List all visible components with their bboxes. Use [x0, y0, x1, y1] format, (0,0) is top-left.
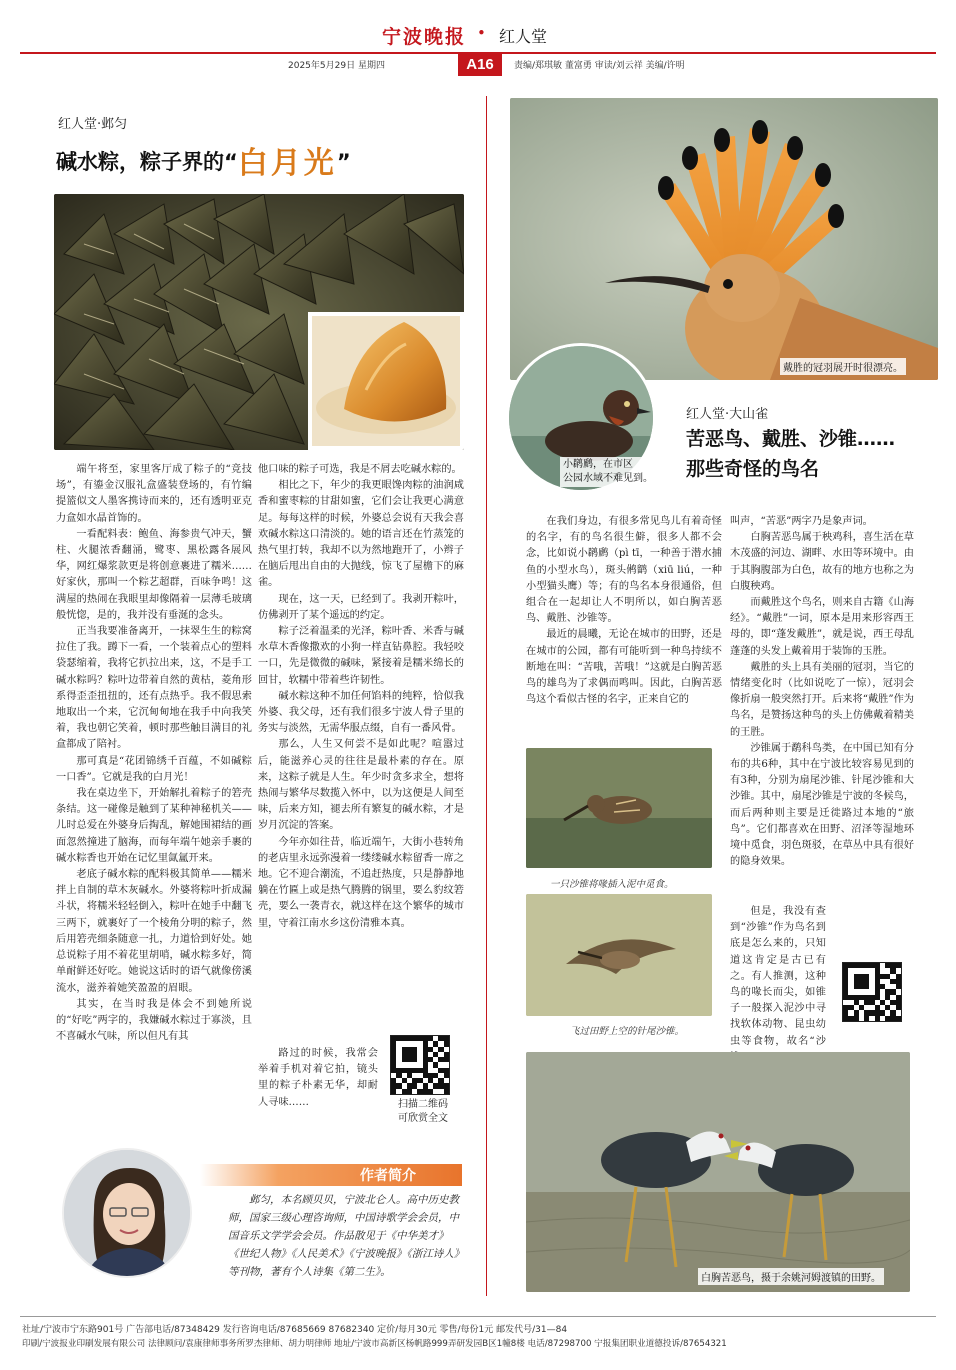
article2-headline-line: 那些奇怪的鸟名 [686, 458, 820, 480]
hoopoe-illustration [510, 98, 938, 380]
article1-paragraph: 相比之下，年少的我更眼馋肉粽的油润咸香和蜜枣粽的甘甜如蜜，它们会让我更心满意足。每每这样的时候，外婆总会说有天我会喜欢碱水粽这口清淡的。她的语言还在竹蒸笼的热气里打转，我却不以为然地跑开了，小辫子在脑后甩出自由的大抛线，惊飞了屋檐下的麻雀。 [258, 480, 464, 589]
article2-paragraph: 最近的晨曦，无论在城市的田野，还是在城市的公园，都有可能听到一种鸟持续不断地在叫：“苦哦，苦哦！”这就是白胸苦恶鸟的雄鸟为了求偶而鸣叫。因此，白胸苦恶鸟这个看似古怪的名字，正来自它的 [526, 629, 722, 706]
article1-paragraph: 现在，这一天，已经到了。我剥开粽叶，仿佛剥开了某个遥远的约定。 [258, 593, 464, 621]
qr-caption-line: 可欣赏全文 [398, 1113, 448, 1124]
snipe-caption-1: 一只沙锥将喙插入泥中觅食。 [550, 879, 674, 890]
article2-column-1 [526, 514, 722, 708]
article1-column-2 [258, 462, 464, 932]
footer-rule [20, 1316, 936, 1317]
article1-column-1 [56, 462, 252, 1045]
article2-paragraph: 但是，我没有查到“沙锥”作为鸟名到底是怎么来的，只知道这肯定是古已有之。有人推测，这种鸟的喙长而尖，如锥子一般探入泥沙中寻找软体动物、昆虫幼虫等食物，故名“沙 [730, 906, 826, 1047]
snipe-illustration-1 [526, 748, 712, 868]
hoopoe-caption: 戴胜的冠羽展开时很漂亮。 [780, 358, 906, 375]
article1-paragraph: 碱水粽这种不加任何馅料的纯粹，恰似我外婆、我父母，还有我们很多宁波人骨子里的务实与淡然，无需华服点缀，自有一番风骨。 [258, 690, 464, 735]
snipe-illustration-2 [526, 894, 712, 1016]
article1-paragraph: 正当我要准备离开，一抹翠生生的粽窝拉住了我。蹲下一看，一个装着点心的塑料袋瑟缩着，我将它扒拉出来，这，不是手工碱水粽吗？粽叶边带着自然的黄枯，菱角形系得歪歪扭扭的，还有点热乎。我不假思索地取出一个来，它沉甸甸地在我手中向我笑着，我也朝它笑着，顿时那些触目满目的礼盒都成了陪衬。 [56, 626, 252, 751]
article1-paragraph: 粽子泛着温柔的光泽，粽叶香、米香与碱水草木香像撒欢的小狗一样直钻鼻腔。我轻咬一口，先是微微的碱味，紧接着是糯米绵长的回甘，软糯中带着些许韧性。 [258, 626, 464, 686]
article1-paragraph: 那么，人生又何尝不是如此呢？喧嚣过后，能滋养心灵的往往是最朴素的存在。原来，这粽子就是人生。年少时贪多求全，想将热闹与繁华尽数揽入怀中，以为这便是人间至味，后来方知，褪去所有繁复的碱水粽，才是岁月沉淀的答案。 [258, 739, 464, 832]
article1-paragraph: 今年亦如往昔，临近端午，大街小巷转角的老店里永远弥漫着一缕缕碱水粽留香一席之地。它不迎合潮流，不追赶热度，只是静静地躺在竹匾上或是热气腾腾的锅里，要么豹纹箬壳，要么一袭青衣，就这样在这个繁华的城市里，守着江南水乡这份清雅本真。 [258, 836, 464, 929]
author-bio: 邺匀，本名顾贝贝，宁波北仑人。高中历史教师，国家三级心理咨询师，中国诗歌学会会员，中国音乐文学学会会员。作品散见于《中华美才》《世纪人物》《人民美术》《宁波晚报》《浙江诗人》等刊物，著有个人诗集《第二生》。 [228, 1194, 459, 1278]
article1-paragraph: 老底子碱水粽的配料极其简单——糯米拌上自制的草木灰碱水。外婆将粽叶折成漏斗状，将糯米轻轻倒入，粽叶在她手中翻飞三两下，就裹好了一个棱角分明的粽子，然后用箬壳细条随意一扎，力道恰到好处。她总说粽子用不着花里胡哨，碱水粽多好，简单耐鲜还好吃。她说这话时的语气就像傍溪流水，滋养着她笑盈盈的眉眼。 [56, 869, 252, 994]
qr-caption-line: 扫描二维码 [398, 1099, 448, 1110]
masthead-separator: • [477, 24, 486, 42]
article2-paragraph: 戴胜的头上具有美丽的冠羽，当它的情绪变化时（比如说吃了一惊），冠羽会像折扇一般突然打开。后来将“戴胜”作为鸟名，是赞扬这种鸟的头上仿佛戴着精美的王胜。 [730, 661, 914, 738]
newspaper-logo: 宁波晚报 [382, 26, 467, 48]
snipe-caption-2: 飞过田野上空的针尾沙锥。 [570, 1026, 685, 1037]
author-avatar [62, 1148, 192, 1278]
zongzi-photo [54, 194, 464, 450]
grebe-caption-line: 公园水域不难见到。 [563, 473, 653, 484]
article1-column-2-tail [258, 1046, 378, 1111]
zongzi-illustration [54, 194, 464, 450]
qr-code[interactable] [390, 1035, 450, 1095]
editor-credits: 责编/郑琪敏 董富勇 审读/刘云祥 美编/许明 [514, 61, 685, 71]
article1-paragraph: 端午将至，家里客厅成了粽子的“竞技场”，有鎏金汉服礼盒盛装登场的，有竹编提篮似文人墨客携诗而来的，还有透明亚克力盒如水晶首饰的。 [56, 464, 252, 524]
article1-headline [56, 134, 351, 181]
headline-highlight: 白月光 [237, 146, 337, 181]
issue-date: 2025年5月29日 星期四 [288, 61, 385, 71]
article1-paragraph: 那可真是“花团锦绣千百蕴，不如碱粽一口香”。它就是我的白月光！ [56, 755, 252, 783]
article2-headline [686, 424, 895, 484]
qr-code[interactable] [842, 962, 902, 1022]
article1-kicker: 红人堂·邺匀 [58, 117, 128, 132]
footer-publisher-info: 社址/宁波市宁东路901号 广告部电话/87348429 发行咨询电话/87685669 87682340 定价/每月30元 零售/每份1元 邮发代号/31—84 [22, 1325, 568, 1335]
article2-paragraph: 叫声，“苦恶”两字乃是象声词。 [730, 516, 873, 527]
author-section-title: 作者简介 [360, 1168, 416, 1184]
article2-paragraph: 沙锥属于鹬科鸟类，在中国已知有分布的共6种，其中在宁波比较容易见到的有3种，分别为扇尾沙锥、针尾沙锥和大沙锥。其中，扇尾沙锥是宁波的冬候鸟，而后两种则主要是迁徙路过本地的“旅鸟”。它们都喜欢在田野、沼泽等湿地环境中觅食，羽色斑驳，在草丛中具有很好的隐身效果。 [730, 742, 914, 868]
grebe-caption-line: 小䴙䴘，在市区 [563, 459, 633, 470]
article2-kicker: 红人堂·大山雀 [686, 407, 769, 422]
column-divider [486, 96, 487, 1296]
article2-column-2 [730, 514, 914, 870]
article2-paragraph: 白胸苦恶鸟属于秧鸡科，喜生活在草木茂盛的河边、湖畔、水田等环境中。由于其胸腹部为白色，故有的地方也称之为白腹秧鸡。 [730, 532, 914, 592]
author-portrait [64, 1150, 192, 1278]
headline-suffix: ” [336, 150, 351, 174]
article1-paragraph: 路过的时候，我常会举着手机对着它拍，镜头里的粽子朴素无华，却耐人寻味…… [258, 1048, 378, 1108]
snipe-photo-1 [526, 748, 712, 868]
grebe-caption [560, 457, 656, 487]
author-section-bar [200, 1164, 462, 1186]
headline-prefix: 碱水粽，粽子界的“ [56, 150, 238, 174]
qr-caption [390, 1098, 456, 1126]
article1-paragraph: 我在桌边坐下，开始解扎着粽子的箬壳条结。这一碰像是触到了某种神秘机关——儿时总爱在外婆身后掏乱，解她围裙结的画面忽然撞进了脑海，而每年端午她亲手裹的碱水粽香也开始在记忆里氤氲开来。 [56, 788, 252, 864]
article2-headline-line: 苦恶鸟、戴胜、沙锥…… [686, 428, 896, 450]
section-name: 红人堂 [499, 27, 548, 46]
article1-paragraph: 其实，在当时我是体会不到她所说的“好吃”两字的，我嫌碱水粽过于寡淡，且不喜碱水气味，所以但凡有其 [56, 998, 252, 1043]
snipe-photo-2 [526, 894, 712, 1016]
hoopoe-photo [510, 98, 938, 380]
article1-paragraph: 一看配料表：鲍鱼、海参贵气冲天，蟹柱、火腿浓香翻涌，鹭枣、黑松露各展风华，网红爆浆款更是将创意裹进了糯米……好家伙，那叫一个粽艺超群，百味争鸣！这满屋的热闹在我眼里却像隔着一层薄毛玻璃般恍惚，是的，我并没有垂涎的念头。 [56, 528, 252, 621]
article2-paragraph: 而戴胜这个鸟名，则来自古籍《山海经》。“戴胜”一词，原本是用来形容西王母的，即“蓬发戴胜”，就是说，西王母乱蓬蓬的头发上戴着用于装饰的玉胜。 [730, 597, 914, 657]
page-number-badge: A16 [458, 54, 502, 76]
footer-print-info: 印刷/宁波报业印刷发展有限公司 法律顾问/袁康律师事务所罗杰律师、胡力明律师 地址/宁波市高新区杨帆路999弄研发园B区1幢8楼 电话/87298700 宁报集团职业道德投诉/87654321 [22, 1339, 727, 1349]
article2-paragraph: 在我们身边，有很多常见鸟儿有着奇怪的名字，有的鸟名很生僻，很多人都不会念，比如说小䴙䴘（pì tī，一种善于潜水捕鱼的小型水鸟），斑头鸺鹠（xiū liú，一种小型猫头鹰）等；有的鸟名本身很通俗，但组合在一起却让人不明所以，如白胸苦恶鸟、戴胜、沙锥等。 [526, 516, 722, 625]
article1-paragraph: 他口味的粽子可选，我是不屑去吃碱水粽的。 [258, 464, 462, 475]
moorhen-photo [526, 1052, 910, 1292]
moorhen-illustration [526, 1052, 910, 1292]
moorhen-caption: 白胸苦恶鸟，摄于余姚河姆渡镇的田野。 [698, 1268, 884, 1285]
